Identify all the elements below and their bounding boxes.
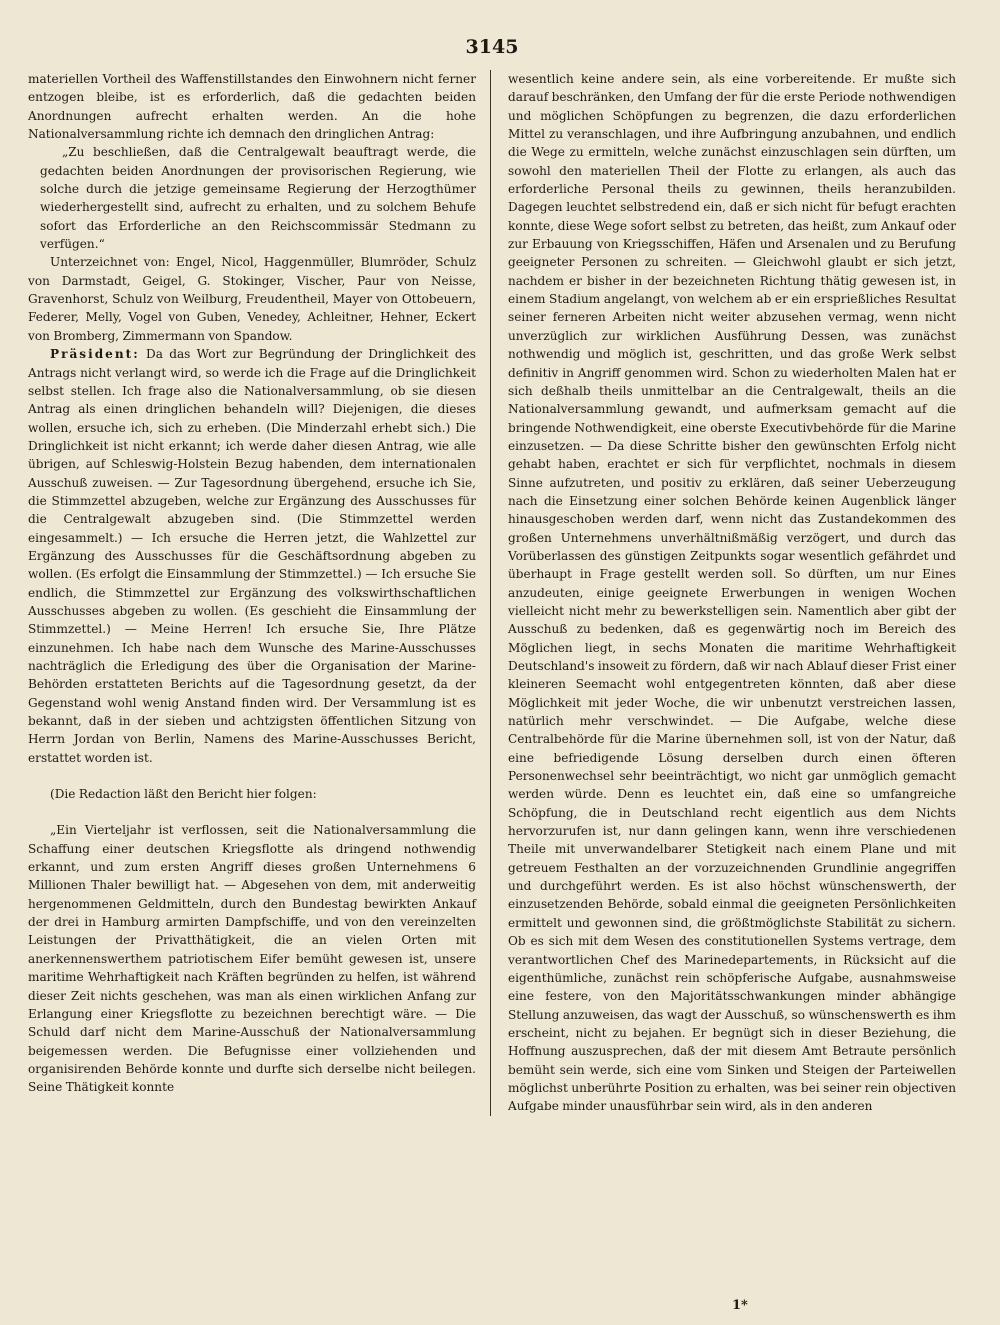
text-columns: [28, 70, 956, 1116]
report-continuation: wesentlich keine andere sein, als eine vorbereitende. Er mußte sich darauf beschränken, den Umfang der für die erste Periode nothwendigen und möglichen Schöpfungen zu begrenzen, die dazu erforderlichen Mittel zu veranschlagen, und ihre Aufbringung anzubahnen, und endlich die Wege zu ermitteln, welche zunächst einzuschlagen sein dürften, um sowohl den materiellen Theil der Flotte zu erlangen, als auch das erforderliche Personal theils zu gewinnen, theils heranzubilden. Dagegen leuchtet selbstredend ein, daß er sich nicht für befugt erachten konnte, diese Wege sofort selbst zu betreten, das heißt, zum Ankauf oder zur Erbauung von Kriegsschiffen, Häfen und Arsenalen und zu Berufung geeigneter Personen zu schreiten. — Gleichwohl glaubt er sich jetzt, nachdem er bisher in der bezeichneten Richtung thätig gewesen ist, in einem Stadium angelangt, von welchem ab er ein ersprießliches Resultat seiner ferneren Arbeiten nicht weiter abzusehen vermag, wenn nicht unverzüglich zur wirklichen Ausführung Dessen, was zunächst nothwendig und möglich ist, geschritten, und das große Werk selbst definitiv in Angriff genommen wird. Schon zu wiederholten Malen hat er sich deßhalb theils unmittelbar an die Centralgewalt, theils an die Nationalversammlung gewandt, und aufmerksam gemacht auf die bringende Nothwendigkeit, eine oberste Executivbehörde für die Marine einzusetzen. — Da diese Schritte bisher den gewünschten Erfolg nicht gehabt haben, erachtet er sich für verpflichtet, nochmals in diesem Sinne aufzutreten, und positiv zu erklären, daß seiner Ueberzeugung nach die Einsetzung einer solchen Behörde keinen Augenblick länger hinausgeschoben werden darf, wenn nicht das Zustandekommen des großen Unternehmens unverhältnißmäßig verzögert, und durch das Vorüberlassen des günstigen Zeitpunkts sogar wesentlich gefährdet und überhaupt in Frage gestellt werden soll. So dürften, um nur Eines anzudeuten, einige geeignete Erwerbungen in wenigen Wochen vielleicht nicht mehr zu bewerkstelligen sein. Namentlich aber gibt der Ausschuß zu bedenken, daß es gegenwärtig noch im Bereich des Möglichen liegt, in sechs Monaten die maritime Wehrhaftigkeit Deutschland's insoweit zu fördern, daß wir nach Ablauf dieser Frist einer kleineren Seemacht wohl entgegentreten könnten, daß aber diese Möglichkeit mit jeder Woche, die wir unbenutzt verstreichen lassen, natürlich mehr verschwindet. — Die Aufgabe, welche diese Centralbehörde für die Marine übernehmen soll, ist von der Natur, daß eine befriedigende Lösung derselben durch einen öfteren Personenwechsel sehr beeinträchtigt, wo nicht gar unmöglich gemacht werden würde. Denn es leuchtet ein, daß eine so umfangreiche Schöpfung, die in Deutschland recht eigentlich aus dem Nichts hervorzurufen ist, nur dann gelingen kann, wenn ihre verschiedenen Theile mit unverwandelbarer Stetigkeit nach einem Plane und mit getreuem Festhalten an der vorzuzeichnenden Grundlinie angegriffen und durchgeführt werden. Es ist also höchst wünschenswerth, der einzusetzenden Behörde, sobald einmal die geeigneten Persönlichkeiten ermittelt und gewonnen sind, die größtmöglichste Stabilität zu sichern. Ob es sich mit dem Wesen des constitutionellen Systems vertrage, dem verantwortlichen Chef des Marinedepartements, in Rücksicht auf die eigenthümliche, zunächst rein schöpferische Aufgabe, ausnahmsweise eine festere, von den Majoritätsschwankungen minder abhängige Stellung anzuweisen, das wagt der Ausschuß, so wünschenswerth es ihm erscheint, nicht zu bejahen. Er begnügt sich in dieser Beziehung, die Hoffnung auszusprechen, daß der mit diesem Amt Betraute persönlich bemüht sein werde, sich eine vom Sinken und Steigen der Parteiwellen möglichst unberührte Position zu erhalten, was bei seiner rein objectiven Aufgabe minder unausführbar sein wird, als in den anderen: [508, 72, 956, 1114]
paragraph-continuation: materiellen Vortheil des Waffenstillstandes den Einwohnern nicht ferner entzogen bleibe, ist es erforderlich, daß die gedachten beiden Anordnungen aufrecht erhalten werden. An die hohe Nationalversammlung richte ich demnach den dringlichen Antrag:: [28, 72, 476, 142]
page-number: 3145: [465, 36, 519, 58]
redaction-note: (Die Redaction läßt den Bericht hier folgen:: [50, 787, 317, 802]
signature-mark: 1*: [732, 1298, 748, 1313]
spacer: [28, 803, 476, 821]
report-paragraph: „Ein Vierteljahr ist verflossen, seit die Nationalversammlung die Schaffung einer deutschen Kriegsflotte als dringend nothwendig erkannt, und zum ersten Angriff dieses großen Unternehmens 6 Millionen Thaler bewilligt hat. — Abgesehen von dem, mit anderweitig hergenommenen Geldmitteln, durch den Bundestag bewirkten Ankauf der drei in Hamburg armirten Dampfschiffe, und von den vereinzelten Leistungen der Privatthätigkeit, die an vielen Orten mit anerkennenswerthem patriotischem Eifer bemüht gewesen ist, unsere maritime Wehrhaftigkeit nach Kräften begründen zu helfen, ist während dieser Zeit nichts geschehen, was man als einen wirklichen Anfang zur Erlangung einer Kriegsflotte zu bezeichnen berechtigt wäre. — Die Schuld darf nicht dem Marine-Ausschuß der Nationalversammlung beigemessen werden. Die Befugnisse einer vollziehenden und organisirenden Behörde konnte und durfte sich derselbe nicht beilegen. Seine Thätigkeit konnte: [28, 823, 476, 1095]
president-text: Da das Wort zur Begründung der Dringlichkeit des Antrags nicht verlangt wird, so werde ich die Frage auf die Dringlichkeit selbst stellen. Ich frage also die Nationalversammlung, ob sie diesen Antrag als einen dringlichen behandeln will? Diejenigen, die dieses wollen, ersuche ich, sich zu erheben. (Die Minderzahl erhebt sich.) Die Dringlichkeit ist nicht erkannt; ich werde daher diesen Antrag, wie alle übrigen, auf Schleswig-Holstein Bezug habenden, dem internationalen Ausschuß zuweisen. — Zur Tagesordnung übergehend, ersuche ich Sie, die Stimmzettel abzugeben, welche zur Ergänzung des Ausschusses für die Centralgewalt abzugeben sind. (Die Stimmzettel werden eingesammelt.) — Ich ersuche die Herren jetzt, die Wahlzettel zur Ergänzung des Ausschusses für die Geschäftsordnung abgeben zu wollen. (Es erfolgt die Einsammlung der Stimmzettel.) — Ich ersuche Sie endlich, die Stimmzettel zur Ergänzung des volkswirthschaftlichen Ausschusses abgeben zu wollen. (Es geschieht die Einsammlung der Stimmzettel.) — Meine Herren! Ich ersuche Sie, Ihre Plätze einzunehmen. Ich habe nach dem Wunsche des Marine-Ausschusses nachträglich die Erledigung des über die Organisation der Marine-Behörden erstatteten Berichts auf die Tagesordnung gesetzt, da der Gegenstand wohl wenig Anstand finden wird. Der Versammlung ist es bekannt, daß in der sieben und achtzigsten öffentlichen Sitzung von Herrn Jordan von Berlin, Namens des Marine-Ausschusses Bericht, erstattet worden ist.: [28, 347, 476, 765]
signatories: Unterzeichnet von: Engel, Nicol, Haggenmüller, Blumröder, Schulz von Darmstadt, Geigel, G. Stokinger, Vischer, Paur von Neisse, Gravenhorst, Schulz von Weilburg, Freudentheil, Mayer von Ottobeuern, Federer, Melly, Vogel von Guben, Venedey, Achleitner, Hehner, Eckert von Bromberg, Zimmermann von Spandow.: [28, 255, 476, 343]
left-column: [28, 70, 476, 1116]
right-column: [508, 70, 956, 1116]
motion-quote: „Zu beschließen, daß die Centralgewalt beauftragt werde, die gedachten beiden Anordnungen der provisorischen Regierung, wie solche durch die jetzige gemeinsame Regierung der Herzogthümer wiederhergestellt sind, aufrecht zu erhalten, und zu solchem Behufe sofort das Erforderliche an den Reichscommissär Stedmann zu verfügen.“: [40, 145, 476, 252]
speaker-label: Präsident:: [50, 347, 140, 362]
column-divider: [490, 70, 491, 1116]
spacer: [28, 767, 476, 785]
president-paragraph: [28, 345, 476, 767]
